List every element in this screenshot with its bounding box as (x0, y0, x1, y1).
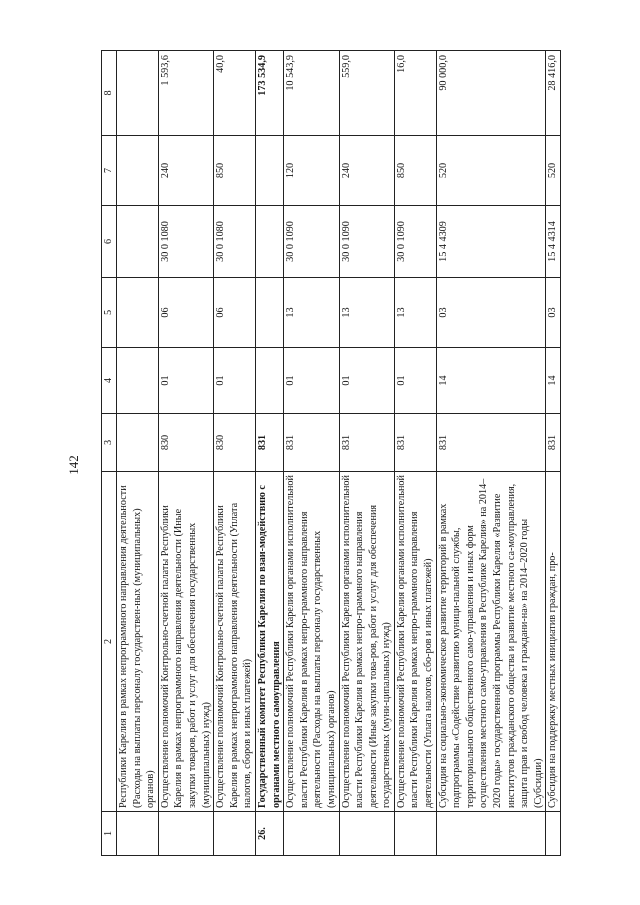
expense-description: Осуществление полномочий Республики Карелия органами исполнительной власти Республики Карелия в рамках непро-граммного направления деятельности (Уплата налогов, сбо-ров и иных платежей) (394, 472, 436, 812)
row-number (339, 812, 394, 856)
subsection-code: 13 (284, 278, 339, 348)
amount: 40,0 (214, 51, 256, 136)
ministry-code: 831 (394, 414, 436, 472)
table-row (436, 51, 546, 856)
expense-type-code (255, 136, 283, 206)
target-article-code: 30 0 1090 (339, 206, 394, 278)
row-number (214, 812, 256, 856)
ministry-code (117, 414, 159, 472)
table-row (339, 51, 394, 856)
expense-description: Государственный комитет Республики Карелия по взаи-модействию с органами местного самоуправления (255, 472, 283, 812)
section-code (255, 348, 283, 414)
subsection-code: 06 (158, 278, 213, 348)
amount: 28 416,0 (546, 51, 561, 136)
target-article-code: 30 0 1090 (394, 206, 436, 278)
amount: 559,0 (339, 51, 394, 136)
amount: 173 534,9 (255, 51, 283, 136)
expense-type-code: 520 (546, 136, 561, 206)
subsection-code (255, 278, 283, 348)
subsection-code: 03 (436, 278, 546, 348)
section-code (117, 348, 159, 414)
subsection-code: 06 (214, 278, 256, 348)
target-article-code (255, 206, 283, 278)
table-row (214, 51, 256, 856)
expense-type-code: 120 (284, 136, 339, 206)
table-row (546, 51, 561, 856)
expense-type-code: 850 (214, 136, 256, 206)
expense-description: Осуществление полномочий Республики Карелия органами исполнительной власти Республики Карелия в рамках непро-граммного направления деятельности (Иные закупки това-ров, работ и услуг для обеспечения государственных (муни-ципальных) нужд) (339, 472, 394, 812)
subsection-code (117, 278, 159, 348)
ministry-code: 831 (546, 414, 561, 472)
expense-description: Республики Карелия в рамках непрограммного направления деятельности (Расходы на выплаты персоналу государствен-ных (муниципальных) органов) (117, 472, 159, 812)
section-code: 01 (158, 348, 213, 414)
column-number-4: 4 (102, 348, 117, 414)
ministry-code: 831 (255, 414, 283, 472)
column-number-7: 7 (102, 136, 117, 206)
expense-description: Осуществление полномочий Контрольно-счетной палаты Республики Карелия в рамках непрограммного направления деятельности (Уплата налогов, сборов и иных платежей) (214, 472, 256, 812)
ministry-code: 830 (158, 414, 213, 472)
column-number-3: 3 (102, 414, 117, 472)
column-number-row (102, 51, 117, 856)
ministry-code: 830 (214, 414, 256, 472)
expense-type-code (117, 136, 159, 206)
table-row (117, 51, 159, 856)
amount (117, 51, 159, 136)
row-number (394, 812, 436, 856)
subsection-code: 03 (546, 278, 561, 348)
column-number-6: 6 (102, 206, 117, 278)
ministry-code: 831 (284, 414, 339, 472)
section-code: 14 (546, 348, 561, 414)
column-number-1: 1 (102, 812, 117, 856)
subsection-code: 13 (339, 278, 394, 348)
expense-type-code: 240 (339, 136, 394, 206)
expense-type-code: 240 (158, 136, 213, 206)
target-article-code: 15 4 4314 (546, 206, 561, 278)
expense-description: Субсидия на поддержку местных инициатив граждан, про- (546, 472, 561, 812)
section-code: 01 (394, 348, 436, 414)
target-article-code: 30 0 1080 (158, 206, 213, 278)
section-code: 01 (284, 348, 339, 414)
row-number: 26. (255, 812, 283, 856)
row-number (436, 812, 546, 856)
expense-description: Осуществление полномочий Контрольно-счетной палаты Республики Карелия в рамках непрограммного направления деятельности (Иные закупки товаров, работ и услуг для обеспечения государственных (муниципальных) нужд) (158, 472, 213, 812)
amount: 10 543,9 (284, 51, 339, 136)
row-number (158, 812, 213, 856)
amount: 1 593,6 (158, 51, 213, 136)
section-code: 14 (436, 348, 546, 414)
section-code: 01 (339, 348, 394, 414)
amount: 16,0 (394, 51, 436, 136)
table-row (394, 51, 436, 856)
section-code: 01 (214, 348, 256, 414)
column-number-8: 8 (102, 51, 117, 136)
ministry-code: 831 (339, 414, 394, 472)
row-number (117, 812, 159, 856)
budget-table (101, 50, 561, 856)
column-number-5: 5 (102, 278, 117, 348)
ministry-code: 831 (436, 414, 546, 472)
column-number-2: 2 (102, 472, 117, 812)
expense-type-code: 850 (394, 136, 436, 206)
amount: 90 000,0 (436, 51, 546, 136)
table-row (284, 51, 339, 856)
expense-description: Осуществление полномочий Республики Карелия органами исполнительной власти Республики Карелия в рамках непро-граммного направления деятельности (Расходы на выплаты персоналу государственных (муниципальных) органов) (284, 472, 339, 812)
table-row (255, 51, 283, 856)
row-number (284, 812, 339, 856)
subsection-code: 13 (394, 278, 436, 348)
expense-description: Субсидия на социально-экономическое развитие территорий в рамках подпрограммы «Содействие развитию муници-пальной службы, территориального общественного само-управления и иных форм осуществления местного само-управления в Республике Карелия» на 2014–2020 годы» государственной программы Республики Карелия «Развитие институтов гражданского общества и развитие местного са-моуправления, защита прав и свобод человека и граждани-на» на 2014–2020 годы (Субсидии) (436, 472, 546, 812)
target-article-code: 30 0 1080 (214, 206, 256, 278)
page-number: 142 (66, 455, 81, 475)
row-number (546, 812, 561, 856)
target-article-code: 15 4 4309 (436, 206, 546, 278)
table-row (158, 51, 213, 856)
rotated-table-container (101, 51, 621, 856)
expense-type-code: 520 (436, 136, 546, 206)
target-article-code (117, 206, 159, 278)
target-article-code: 30 0 1090 (284, 206, 339, 278)
table-body (117, 51, 561, 856)
